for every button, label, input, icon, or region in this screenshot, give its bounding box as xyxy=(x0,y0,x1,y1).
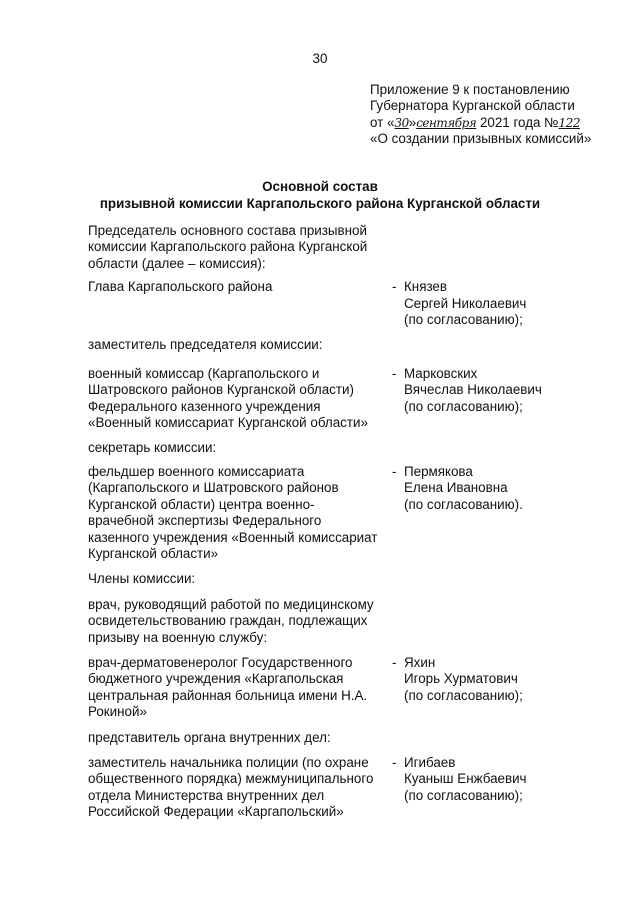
dash-marker: - xyxy=(392,365,397,381)
entry-role xyxy=(88,337,386,353)
role-text-line: врач-дерматовенеролог Государственного xyxy=(88,654,353,670)
dash-marker: - xyxy=(392,463,397,479)
entry-person xyxy=(386,755,556,804)
appendix-decree-number: 122 xyxy=(558,115,580,130)
appendix-line-1: Приложение 9 к постановлению xyxy=(370,82,570,97)
person-note: (по согласованию). xyxy=(404,496,523,512)
role-text-line: Российской Федерации «Каргапольский» xyxy=(88,804,344,820)
role-text-line: бюджетного учреждения «Каргапольская xyxy=(88,671,344,687)
appendix-date-mid: » xyxy=(408,114,417,130)
role-text-line: врачебной экспертизы Федерального xyxy=(88,513,322,529)
appendix-date-prefix: от « xyxy=(370,114,395,130)
role-text-line: отдела Министерства внутренних дел xyxy=(88,787,325,803)
person-given-name: Елена Ивановна xyxy=(404,480,508,496)
document-title xyxy=(88,178,552,212)
person-given-name: Игорь Хурматович xyxy=(404,671,518,687)
role-text-line: Члены комиссии: xyxy=(88,571,196,587)
commission-entry xyxy=(88,730,556,746)
entry-role xyxy=(88,223,386,272)
role-text-line: (Каргапольского и Шатровского районов xyxy=(88,480,339,496)
entry-role xyxy=(88,730,386,746)
person-surname: Игибаев xyxy=(404,754,456,770)
dash-marker: - xyxy=(392,654,397,670)
entry-person xyxy=(386,366,556,415)
appendix-date-year: 2021 года № xyxy=(476,114,559,130)
person-name-block xyxy=(404,279,526,328)
role-text-line: «Военный комиссариат Курганской области» xyxy=(88,415,368,431)
title-line-2: призывной комиссии Каргапольского района Курганской области xyxy=(99,196,541,211)
entry-role xyxy=(88,755,386,821)
person-note: (по согласованию); xyxy=(404,687,523,703)
person-surname: Марковских xyxy=(404,365,478,381)
role-text-line: Федерального казенного учреждения xyxy=(88,398,321,414)
person-note: (по согласованию); xyxy=(404,398,523,414)
role-text-line: казенного учреждения «Военный комиссариат xyxy=(88,529,378,545)
person-name-block xyxy=(404,655,523,704)
appendix-line-3 xyxy=(370,115,630,131)
role-text-line: врач, руководящий работой по медицинскому xyxy=(88,596,374,612)
entry-role xyxy=(88,366,386,432)
role-text-line: военный комиссар (Каргапольского и xyxy=(88,365,320,381)
appendix-date-day: 30 xyxy=(394,115,409,130)
role-text-line: Курганской области» xyxy=(88,545,219,561)
commission-entry xyxy=(88,337,556,353)
person-note: (по согласованию); xyxy=(404,312,523,328)
page-number: 30 xyxy=(312,51,328,66)
entry-role xyxy=(88,597,386,646)
entry-person xyxy=(386,279,556,328)
role-text-line: комиссии Каргапольского района Курганской xyxy=(88,239,368,255)
commission-entry xyxy=(88,440,556,456)
commission-entry xyxy=(88,597,556,646)
person-name-block xyxy=(404,366,542,415)
role-text-line: заместитель начальника полиции (по охране xyxy=(88,754,369,770)
person-name-block xyxy=(404,755,527,804)
person-surname: Князев xyxy=(404,279,447,295)
entry-role xyxy=(88,571,386,587)
dash-marker: - xyxy=(392,279,397,295)
person-given-name: Вячеслав Николаевич xyxy=(404,382,542,398)
role-text-line: Курганской области) центра военно- xyxy=(88,496,315,512)
role-text-line: Шатровского районов Курганской области) xyxy=(88,382,354,398)
person-note: (по согласованию); xyxy=(404,787,523,803)
person-given-name: Сергей Николаевич xyxy=(404,295,527,311)
entry-role xyxy=(88,655,386,721)
role-text-line: освидетельствованию граждан, подлежащих xyxy=(88,613,368,629)
commission-entry xyxy=(88,571,556,587)
commission-entry xyxy=(88,655,556,721)
commission-entry xyxy=(88,464,556,562)
entry-person xyxy=(386,464,556,513)
role-text-line: Председатель основного состава призывной xyxy=(88,223,367,238)
role-text-line: области (далее – комиссия): xyxy=(88,255,266,271)
role-text-line: секретарь комиссии: xyxy=(88,440,217,456)
commission-entry xyxy=(88,223,556,272)
role-text-line: представитель органа внутренних дел: xyxy=(88,729,331,745)
commission-members-list xyxy=(88,223,556,830)
person-surname: Пермякова xyxy=(404,463,473,479)
dash-marker: - xyxy=(392,754,397,770)
role-text-line: фельдшер военного комиссариата xyxy=(88,463,305,479)
person-name-block xyxy=(404,464,523,513)
appendix-header xyxy=(370,82,630,148)
appendix-line-4: «О создании призывных комиссий» xyxy=(370,131,592,147)
commission-entry xyxy=(88,279,556,328)
title-line-1: Основной состав xyxy=(262,179,378,194)
commission-entry xyxy=(88,755,556,821)
appendix-date-month: сентября xyxy=(416,115,477,130)
commission-entry xyxy=(88,366,556,432)
role-text-line: Глава Каргапольского района xyxy=(88,279,273,295)
role-text-line: призыву на военную службу: xyxy=(88,629,268,645)
entry-role xyxy=(88,464,386,562)
role-text-line: общественного порядка) межмуниципального xyxy=(88,771,374,787)
role-text-line: Рокиной» xyxy=(88,704,147,720)
person-surname: Яхин xyxy=(404,654,436,670)
entry-role xyxy=(88,279,386,295)
role-text-line: центральная районная больница имени Н.А. xyxy=(88,687,368,703)
person-given-name: Куаныш Енжбаевич xyxy=(404,771,527,787)
role-text-line: заместитель председателя комиссии: xyxy=(88,337,323,353)
entry-role xyxy=(88,440,386,456)
appendix-line-2: Губернатора Курганской области xyxy=(370,98,575,114)
entry-person xyxy=(386,655,556,704)
